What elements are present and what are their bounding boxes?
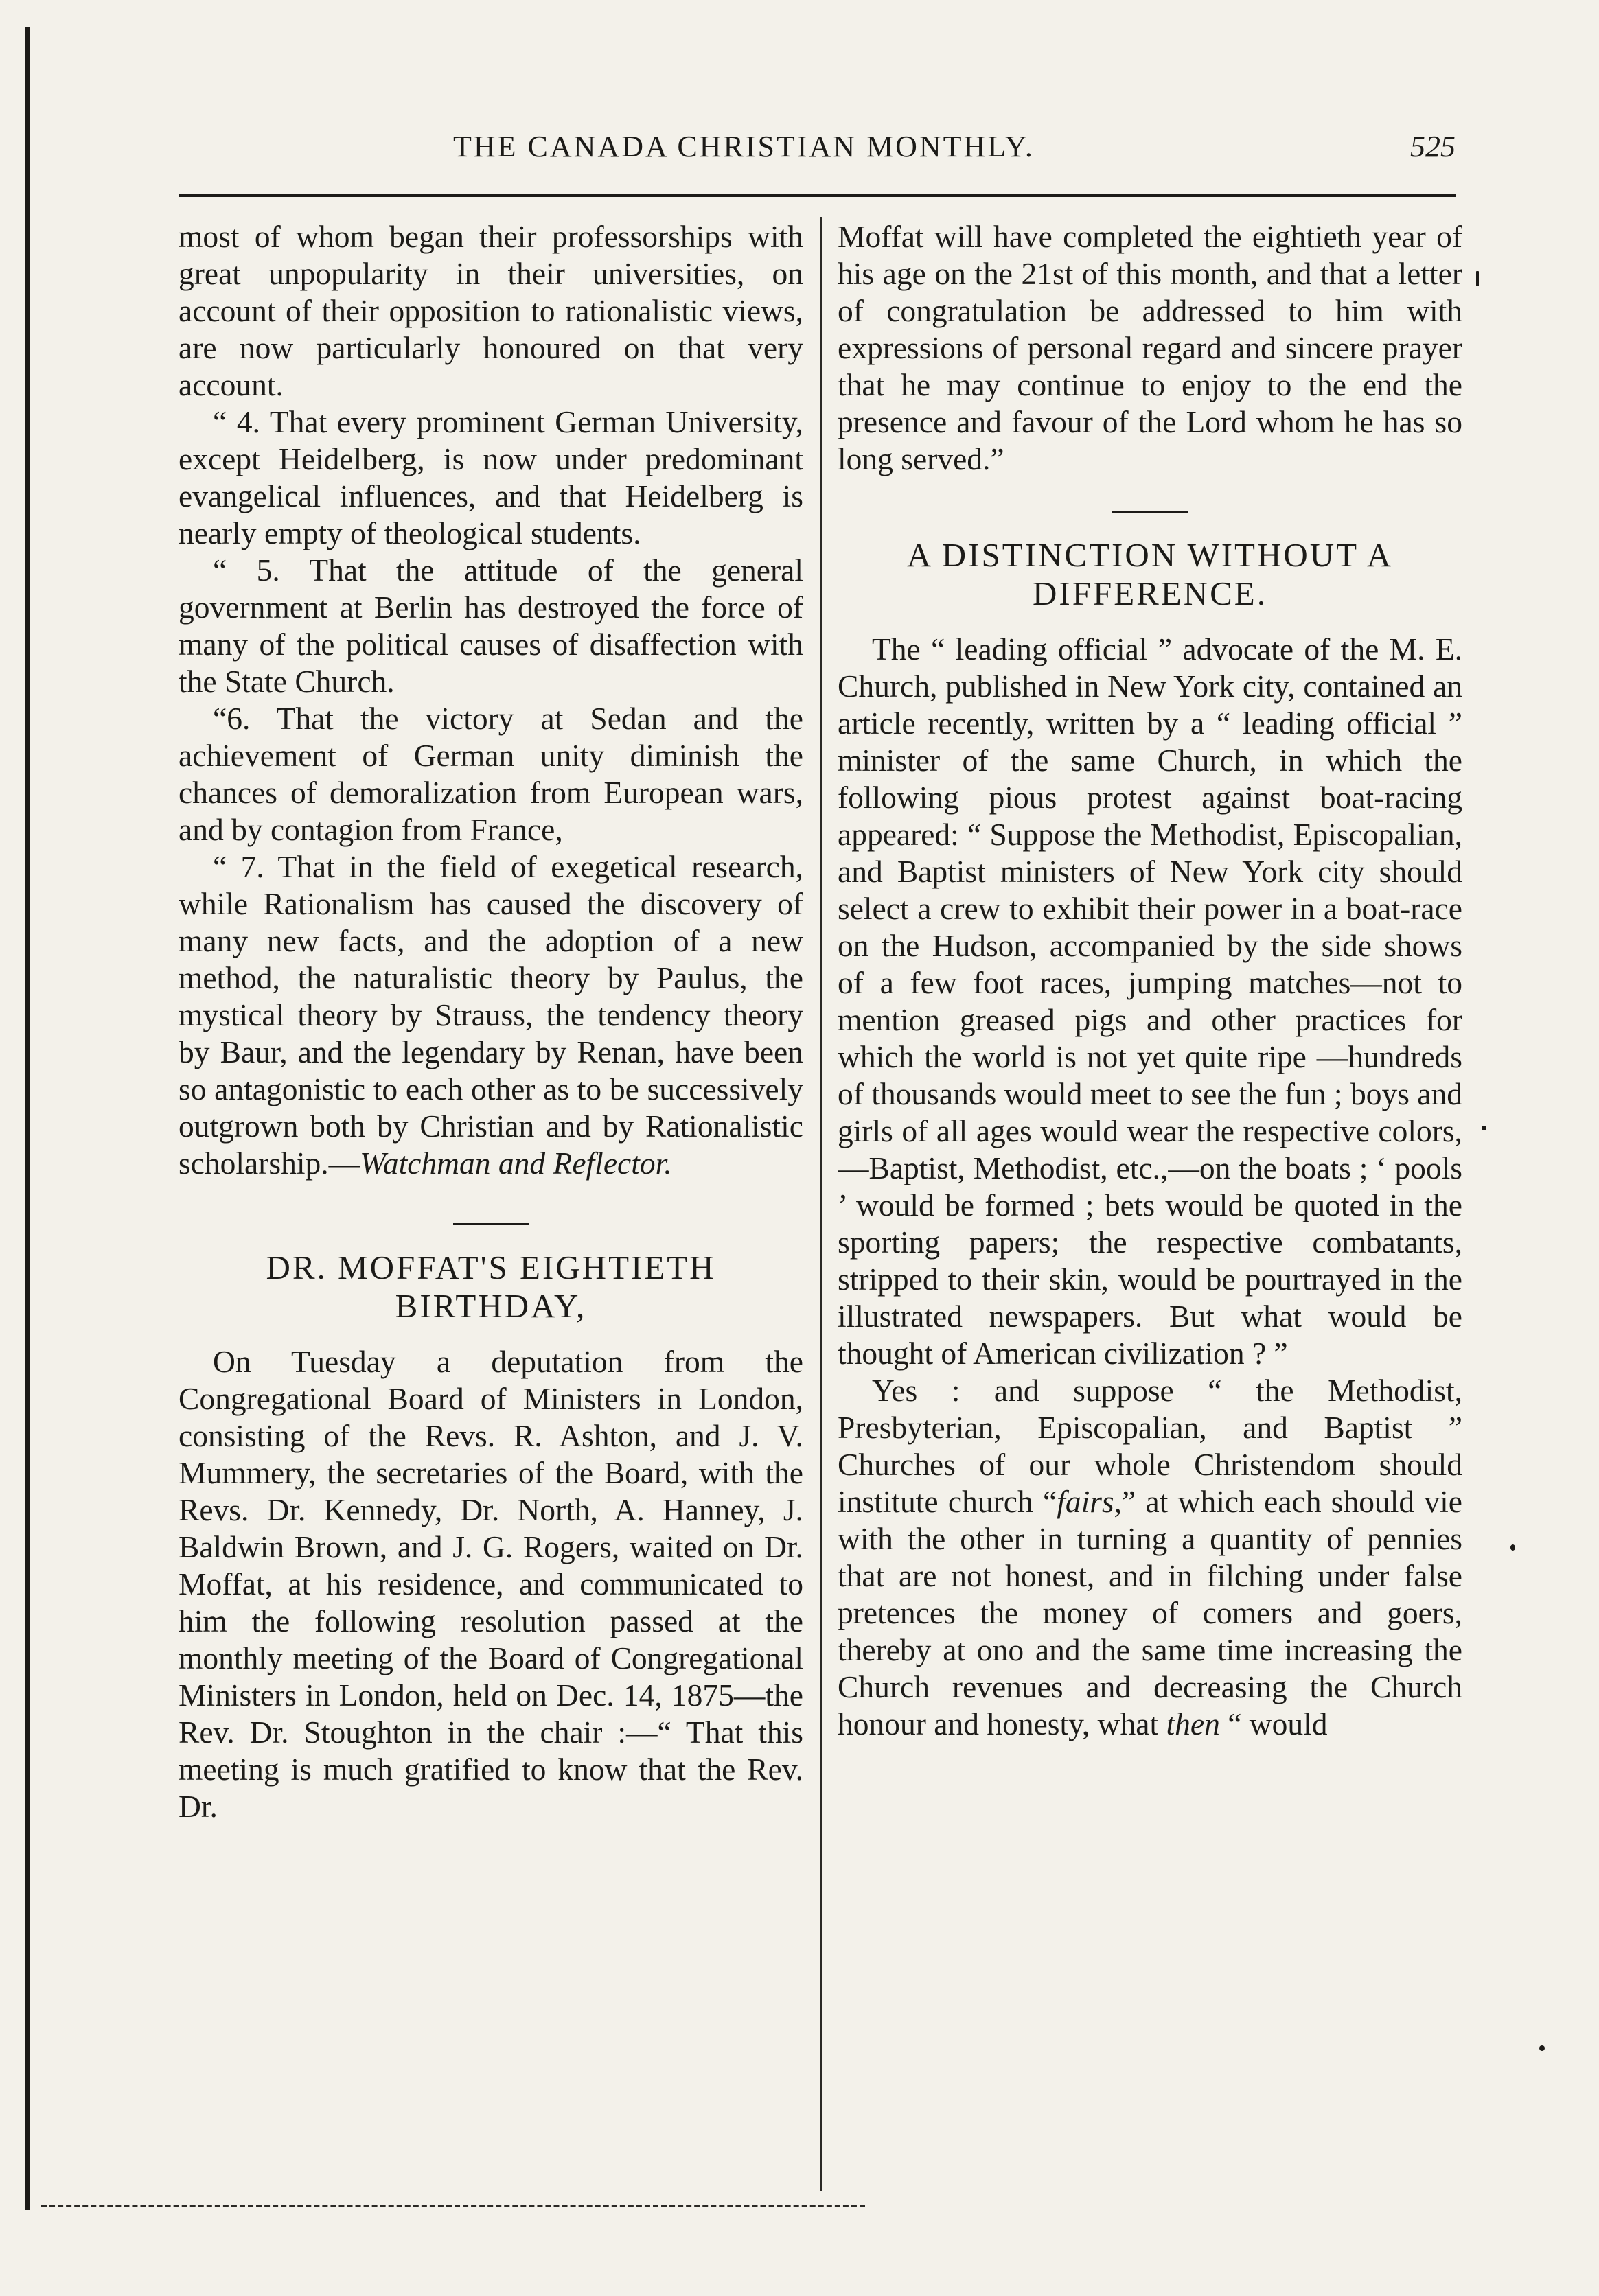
article-heading: A DISTINCTION WITHOUT A DIFFERENCE. bbox=[906, 536, 1394, 612]
binding-edge bbox=[25, 27, 30, 2210]
footer-rule bbox=[41, 2205, 865, 2210]
paragraph-text: Yes : and suppose “ the Methodist, Presbyterian, Episcopalian, and Baptist ” Churches of our whole Christendom should institute church “ bbox=[838, 1373, 1462, 1519]
print-speck bbox=[1482, 1126, 1486, 1130]
paragraph: On Tuesday a deputation from the Congregational Board of Ministers in London, consisting of the Revs. R. Ashton, and J. V. Mummery, the secretaries of the Board, with the Revs. Dr. Kennedy, Dr. North, A. Hanney, J. Baldwin Brown, and J. G. Rogers, waited on Dr. Moffat, at his residence, and communicated to him the following resolution passed at the monthly meeting of the Board of Congregational Ministers in London, held on Dec. 14, 1875—the Rev. Dr. Stoughton in the chair :—“ That this meeting is much gratified to know that the Rev. Dr. bbox=[179, 1344, 803, 1824]
column-divider bbox=[820, 217, 822, 2191]
paragraph: The “ leading official ” advocate of the M. E. Church, published in New York city, contained an article recently, written by a “ leading official ” minister of the same Church, in which the following pious protest against boat-racing appeared: “ Suppose the Methodist, Episcopalian, and Baptist ministers of New York city should select a crew to exhibit their power in a boat-race on the Hudson, accompanied by the side shows of a few foot races, jumping matches—not to mention greased pigs and other practices for which the world is not yet quite ripe —hundreds of thousands would meet to see the fun ; boys and girls of all ages would wear the respective colors, —Baptist, Methodist, etc.,—on the boats ; ‘ pools ’ would be formed ; bets would be quoted in the sporting papers; the respective combatants, stripped to their skin, would be pourtrayed in the illustrated newspapers. But what would be thought of American civilization ? ” bbox=[838, 631, 1462, 1371]
paragraph-text: “ would bbox=[1228, 1706, 1328, 1741]
page-number: 525 bbox=[1410, 130, 1456, 163]
header-rule bbox=[179, 194, 1456, 197]
paragraph-text: ” at which each should vie with the other in turning a quantity of pennies that are not honest, and in filching under false pretences the money of comers and goers, thereby at ono and the same time increasing the Church revenues and decreasing the Church honour and honesty, what bbox=[838, 1484, 1462, 1741]
print-speck bbox=[1539, 2045, 1545, 2051]
article-heading: DR. MOFFAT'S EIGHTIETH BIRTHDAY, bbox=[266, 1249, 716, 1325]
left-column bbox=[179, 218, 803, 2175]
print-speck bbox=[1510, 1544, 1515, 1551]
citation: Watchman and Reflector. bbox=[360, 1146, 672, 1181]
running-title: THE CANADA CHRISTIAN MONTHLY. bbox=[453, 130, 1035, 163]
paragraph bbox=[838, 1372, 1462, 1743]
section-separator bbox=[453, 1223, 529, 1225]
section-separator bbox=[1112, 511, 1188, 513]
paragraph: “ 5. That the attitude of the general government at Berlin has destroyed the force of many of the political causes of disaffection with the State Church. bbox=[179, 553, 803, 699]
paragraph-text: “ 7. That in the field of exegetical research, while Rationalism has caused the discovery of many new facts, and the adoption of a new method, the naturalistic theory by Paulus, the mystical theory by Strauss, the tendency theory by Baur, and the legendary by Renan, have been so antagonistic to each other as to be successively outgrown both by Christian and by Rationalistic scholarship.— bbox=[179, 849, 803, 1181]
paragraph: Moffat will have completed the eightieth year of his age on the 21st of this month, and that a letter of congratulation be addressed to him with expressions of personal regard and sincere prayer that he may continue to enjoy to the end the presence and favour of the Lord whom he has so long served.” bbox=[838, 219, 1462, 476]
paragraph bbox=[179, 848, 803, 1182]
print-speck bbox=[1476, 271, 1479, 286]
paragraph: most of whom began their professorships with great unpopularity in their universities, on account of their opposition to rationalistic views, are now particularly honoured on that very account. bbox=[179, 219, 803, 402]
paragraph: “ 4. That every prominent German University, except Heidelberg, is now under predominant evangelical influences, and that Heidelberg is nearly empty of theological students. bbox=[179, 404, 803, 550]
right-column bbox=[838, 218, 1462, 2175]
paragraph: “6. That the victory at Sedan and the achievement of German unity diminish the chances of demoralization from European wars, and by contagion from France, bbox=[179, 701, 803, 847]
page-header bbox=[179, 129, 1456, 184]
italic-word: then bbox=[1166, 1706, 1220, 1741]
italic-word: fairs, bbox=[1057, 1484, 1123, 1519]
